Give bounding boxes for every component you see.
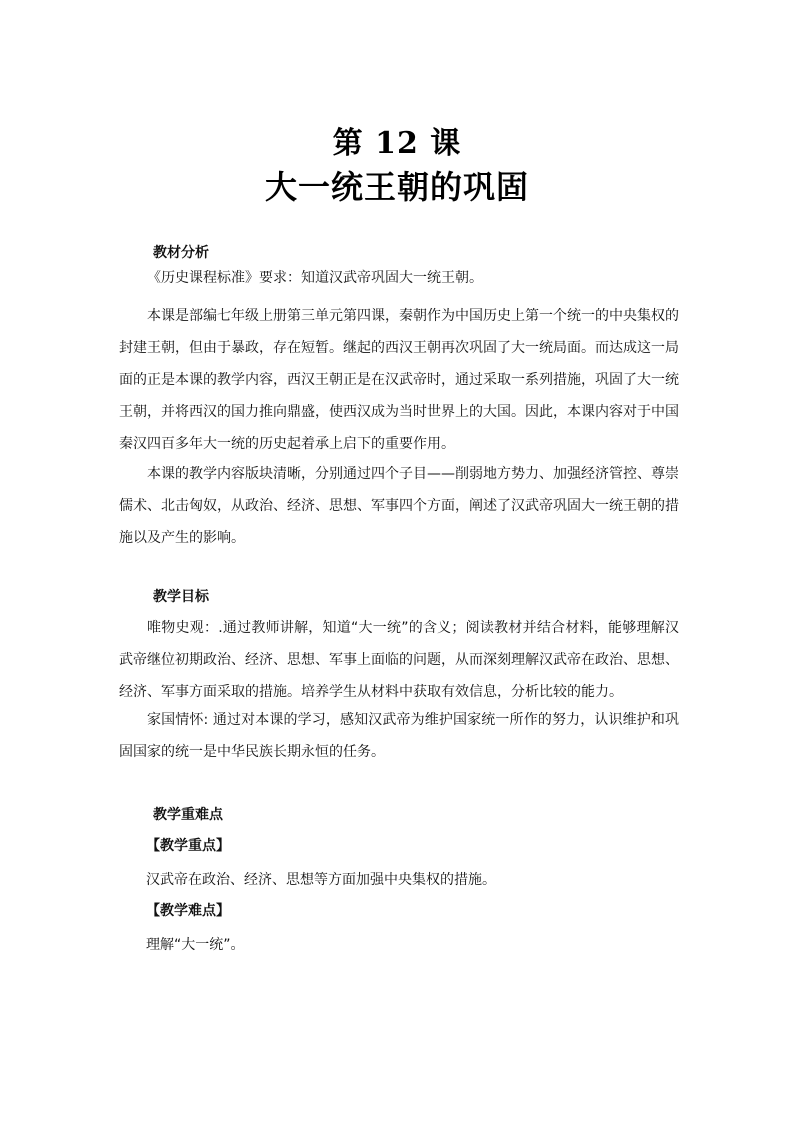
difficulty-label: 【教学难点】: [146, 903, 230, 919]
objectives-materialism-paragraph: 唯物史观：.通过教师讲解，知道“大一统”的含义；阅读教材并结合材料，能够理解汉武帝继位初期政治、经济、思想、军事上面临的问题，从而深刻理解汉武帝在政治、思想、经济、军事方面采取的措施。培养学生从材料中获取有效信息，分析比较的能力。: [119, 620, 679, 700]
objectives-heading: 教学目标: [153, 589, 209, 605]
focus-label: 【教学重点】: [146, 838, 230, 854]
analysis-context-paragraph: 本课是部编七年级上册第三单元第四课，秦朝作为中国历史上第一个统一的中央集权的封建王朝，但由于暴政，存在短暂。继起的西汉王朝再次巩固了大一统局面。而达成这一局面的正是本课的教学内容，西汉王朝正是在汉武帝时，通过采取一系列措施，巩固了大一统王朝，并将西汉的国力推向鼎盛，使西汉成为当时世界上的大国。因此，本课内容对于中国秦汉四百多年大一统的历史起着承上启下的重要作用。: [119, 308, 679, 452]
difficulty-text: 理解“大一统”。: [146, 937, 245, 953]
analysis-structure-paragraph: 本课的教学内容版块清晰，分别通过四个子目——削弱地方势力、加强经济管控、尊崇儒术、北击匈奴，从政治、经济、思想、军事四个方面，阐述了汉武帝巩固大一统王朝的措施以及产生的影响。: [119, 466, 679, 546]
lesson-number-title: 第 12 课: [332, 126, 462, 161]
analysis-standard-paragraph: 《历史课程标准》要求：知道汉武帝巩固大一统王朝。: [147, 270, 483, 286]
focus-text: 汉武帝在政治、经济、思想等方面加强中央集权的措施。: [146, 872, 496, 888]
analysis-heading: 教材分析: [153, 245, 209, 261]
lesson-topic-title: 大一统王朝的巩固: [264, 168, 529, 206]
keypoints-heading: 教学重难点: [153, 807, 223, 823]
objectives-patriotism-paragraph: 家国情怀: 通过对本课的学习，感知汉武帝为维护国家统一所作的努力，认识维护和巩固国家的统一是中华民族长期永恒的任务。: [119, 712, 679, 760]
